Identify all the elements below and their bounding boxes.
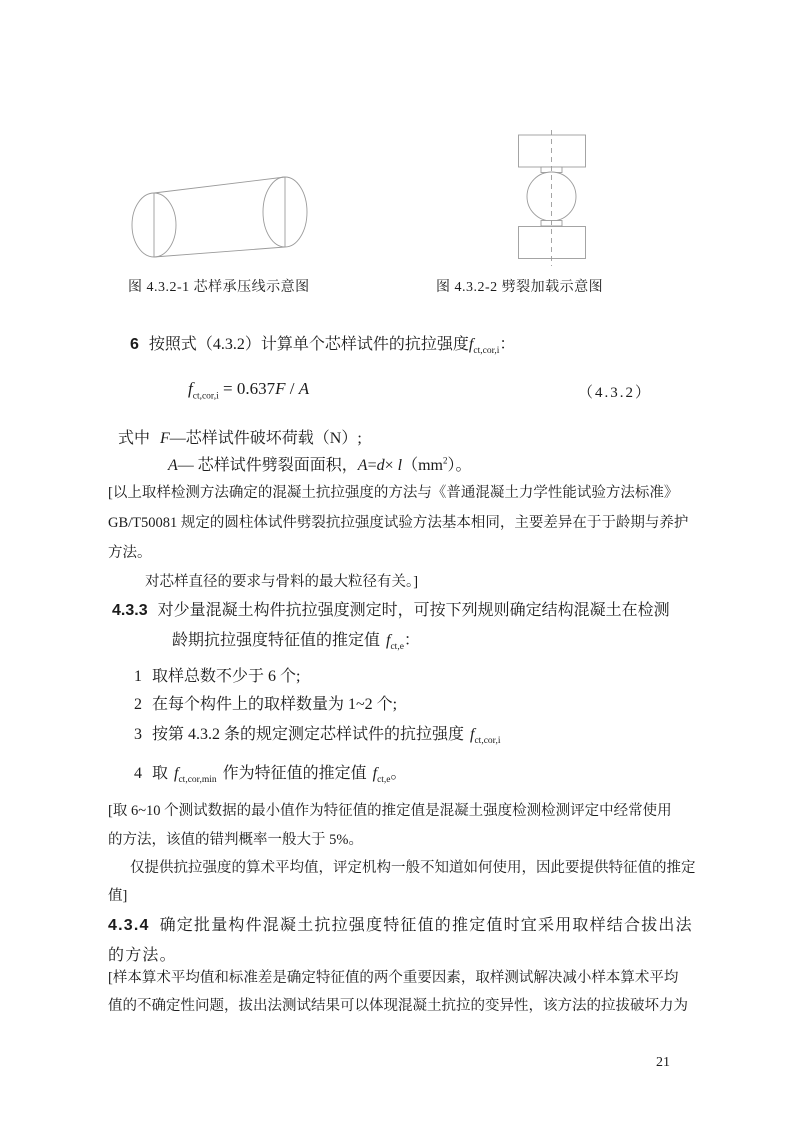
figure-caption-1: 图 4.3.2-1 芯样承压线示意图: [128, 280, 310, 295]
item-text: 在每个构件上的取样数量为 1~2 个;: [152, 696, 398, 713]
colon: ：: [499, 336, 516, 353]
bottom-platen: [519, 227, 586, 259]
where-line-A: [168, 452, 472, 475]
symbol-fct-e: $f_{ct,e}$: [372, 765, 391, 786]
symbol-A: A: [168, 457, 178, 474]
equation-number: （4.3.2）: [578, 385, 653, 401]
clause-434-heading-line-1: [108, 912, 693, 935]
clause-433-item-2: [134, 691, 397, 714]
colon: ：: [403, 632, 420, 649]
clause-text: 龄期抗拉强度特征值的推定值: [172, 632, 381, 649]
figure-caption-2: 图 4.3.2-2 劈裂加载示意图: [436, 280, 604, 295]
item-text: 按照式（4.3.2）计算单个芯样试件的抗拉强度: [148, 336, 469, 353]
item-number: 1: [134, 668, 142, 685]
unit: （mm: [402, 457, 443, 474]
where-label: 式中: [118, 430, 151, 447]
item-text: 按第 4.3.2 条的规定测定芯样试件的抗拉强度: [152, 726, 465, 743]
item-number: 3: [134, 726, 142, 743]
equation-body: [188, 379, 309, 401]
commentary-1-line-3: 方法。: [108, 545, 152, 561]
symbol-d: d: [376, 457, 385, 474]
clause-432-item-6: [130, 331, 515, 356]
commentary-1-line-2: GB/T50081 规定的圆柱体试件劈裂抗拉强度试验方法基本相同，主要差异在于于龄期与养护: [108, 515, 689, 531]
commentary-2-line-2: 的方法，该值的错判概率一般大于 5%。: [108, 832, 363, 848]
symbol-fct-cor-i: $f_{ct,cor,i}$: [470, 726, 501, 747]
clause-number: 4.3.4: [108, 917, 150, 934]
clause-433-heading-line-2: [172, 627, 420, 652]
item-number: 2: [134, 696, 142, 713]
clause-text: 确定批量构件混凝土抗拉强度特征值的推定值时宜采用取样结合拔出法: [159, 917, 693, 934]
clause-433-item-4: [134, 760, 407, 785]
commentary-2-line-4: 值]: [108, 888, 128, 904]
divide-sign: /: [285, 379, 299, 398]
top-platen: [519, 135, 586, 167]
symbol-A: A: [298, 379, 310, 398]
clause-text: 对少量混凝土构件抗拉强度测定时，可按下列规则确定结构混凝土在检测: [157, 602, 670, 619]
cylinder-bottom-edge: [154, 247, 285, 257]
clause-434-heading-line-2: 的方法。: [108, 947, 177, 964]
symbol-f-subscript: ct,cor,i: [192, 391, 219, 402]
symbol-fct-cor-i: $f_{ct,cor,i}$: [468, 336, 500, 357]
commentary-1-line-4: 对芯样直径的要求与骨料的最大粒径有关。]: [145, 574, 419, 590]
period: 。: [390, 765, 407, 782]
item-number: 6: [130, 336, 139, 353]
clause-433-item-1: [134, 663, 300, 686]
A-description: — 芯样试件劈裂面面积，: [177, 457, 358, 474]
where-line-F: [118, 425, 362, 448]
commentary-3-line-2: 值的不确定性问题，拔出法测试结果可以体现混凝土抗拉的变异性，该方法的拉拔破坏力为: [108, 998, 688, 1014]
symbol-fct-cor-min: $f_{ct,cor,min}$: [174, 765, 217, 786]
symbol-l: l: [397, 457, 403, 474]
figure-core-bearing-line-diagram: [130, 168, 310, 263]
cylinder-top-edge: [154, 177, 285, 193]
F-description: —芯样试件破坏荷载（N）;: [169, 430, 362, 447]
commentary-2-line-3: 仅提供抗拉强度的算术平均值，评定机构一般不知道如何使用，因此要提供特征值的推定: [130, 860, 696, 876]
item-text: 取: [152, 765, 169, 782]
symbol-F: F: [275, 379, 286, 398]
symbol-A: A: [357, 457, 368, 474]
commentary-2-line-1: [取 6~10 个测试数据的最小值作为特征值的推定值是混凝土强度检测检测评定中经常使用: [108, 803, 672, 819]
commentary-1-line-1: [以上取样检测方法确定的混凝土抗拉强度的方法与《普通混凝土力学性能试验方法标准》: [108, 485, 679, 501]
commentary-3-line-1: [样本算术平均值和标准差是确定特征值的两个重要因素，取样测试解决减小样本算术平均: [108, 970, 679, 986]
symbol-F: F: [160, 430, 170, 447]
item-text: 取样总数不少于 6 个;: [152, 668, 301, 685]
symbol-fct-e: $f_{ct,e}$: [386, 632, 404, 653]
unit-close: ）。: [447, 457, 472, 474]
clause-433-item-3: [134, 721, 500, 746]
item-text: 作为特征值的推定值: [222, 765, 367, 782]
unit-exponent: 2: [443, 455, 448, 466]
equals-sign: =: [367, 457, 377, 474]
clause-433-heading-line-1: [112, 597, 670, 620]
item-number: 4: [134, 765, 142, 782]
symbol-f: f: [188, 379, 193, 398]
figure-splitting-load-diagram: [515, 128, 590, 268]
times-sign: ×: [384, 457, 398, 474]
clause-number: 4.3.3: [112, 602, 148, 619]
page-number: 21: [656, 1055, 670, 1070]
equals-value: = 0.637: [222, 379, 276, 398]
